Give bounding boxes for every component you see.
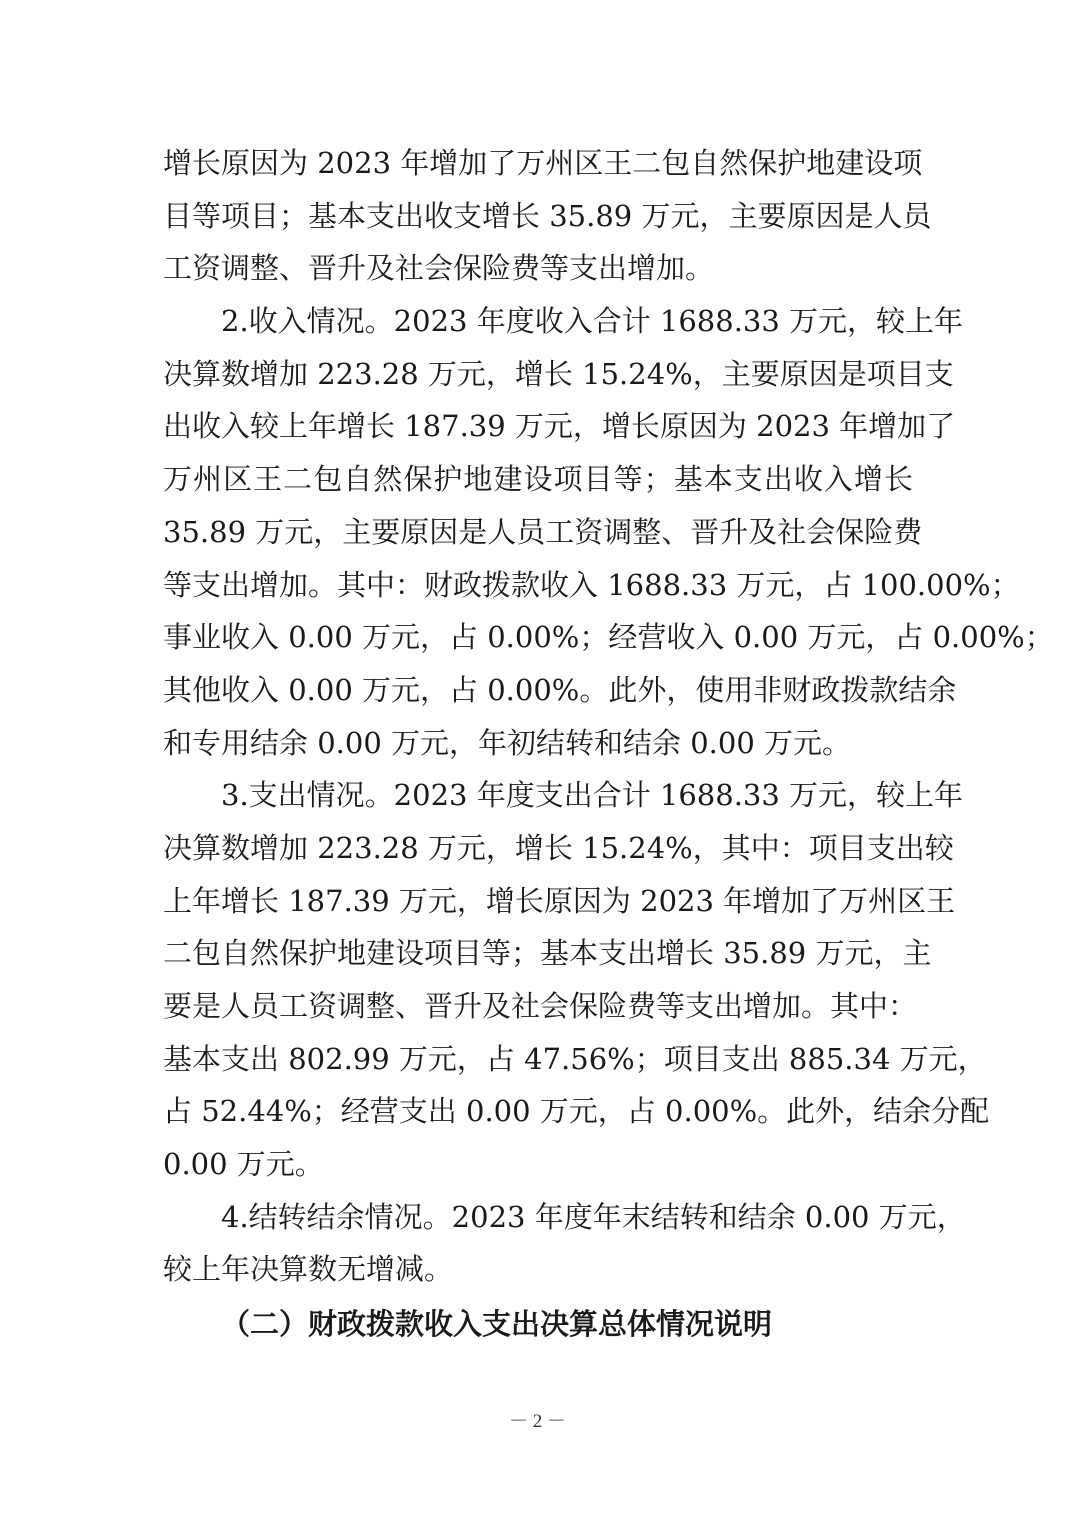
body-line: 出收入较上年增长 187.39 万元，增长原因为 2023 年增加了 xyxy=(163,409,956,444)
paragraph-income-start: 2.收入情况。2023 年度收入合计 1688.33 万元，较上年 xyxy=(221,304,964,339)
body-line: 等支出增加。其中：财政拨款收入 1688.33 万元，占 100.00%； xyxy=(163,567,1020,602)
body-line: 工资调整、晋升及社会保险费等支出增加。 xyxy=(163,251,715,286)
body-line: 基本支出 802.99 万元，占 47.56%；项目支出 885.34 万元， xyxy=(163,1041,987,1076)
body-line: 决算数增加 223.28 万元，增长 15.24%，主要原因是项目支 xyxy=(163,356,954,391)
body-line: 二包自然保护地建设项目等；基本支出增长 35.89 万元，主 xyxy=(163,936,932,971)
body-line: 占 52.44%；经营支出 0.00 万元，占 0.00%。此外，结余分配 xyxy=(163,1094,990,1129)
body-line: 目等项目；基本支出收支增长 35.89 万元，主要原因是人员 xyxy=(163,198,932,233)
body-line: 35.89 万元，主要原因是人员工资调整、晋升及社会保险费 xyxy=(163,514,923,549)
section-heading: （二）财政拨款收入支出决算总体情况说明 xyxy=(221,1307,773,1342)
body-line: 事业收入 0.00 万元，占 0.00%；经营收入 0.00 万元，占 0.00%； xyxy=(163,620,1054,655)
body-line: 较上年决算数无增减。 xyxy=(163,1252,454,1287)
document-body xyxy=(163,137,1054,1351)
paragraph-carryover-start: 4.结转结余情况。2023 年度年末结转和结余 0.00 万元， xyxy=(221,1199,966,1234)
body-line: 其他收入 0.00 万元，占 0.00%。此外，使用非财政拨款结余 xyxy=(163,672,957,707)
page-number: － 2 － xyxy=(508,1411,566,1432)
paragraph-expense-start: 3.支出情况。2023 年度支出合计 1688.33 万元，较上年 xyxy=(221,778,964,813)
body-line: 万州区王二包自然保护地建设项目等；基本支出收入增长 xyxy=(163,462,913,497)
body-line: 决算数增加 223.28 万元，增长 15.24%，其中：项目支出较 xyxy=(163,830,954,865)
body-line: 要是人员工资调整、晋升及社会保险费等支出增加。其中： xyxy=(163,989,918,1023)
body-line: 0.00 万元。 xyxy=(163,1147,324,1182)
body-line: 和专用结余 0.00 万元，年初结转和结余 0.00 万元。 xyxy=(163,725,852,760)
body-line: 上年增长 187.39 万元，增长原因为 2023 年增加了万州区王 xyxy=(163,883,956,918)
body-line: 增长原因为 2023 年增加了万州区王二包自然保护地建设项 xyxy=(163,146,923,180)
